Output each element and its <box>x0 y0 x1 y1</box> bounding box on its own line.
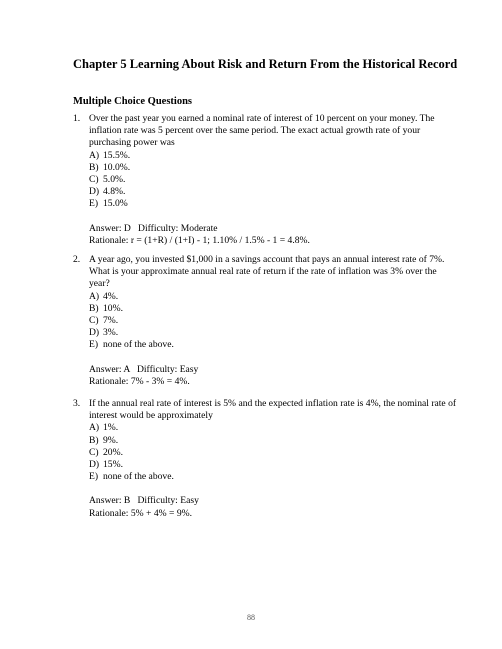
option-letter: C) <box>89 314 99 326</box>
option-b <box>89 162 459 174</box>
question-1 <box>73 113 459 247</box>
answer-options <box>89 291 459 352</box>
option-letter: C) <box>89 446 99 458</box>
option-letter: A) <box>89 149 100 161</box>
option-e <box>89 198 459 210</box>
option-a <box>89 291 459 303</box>
option-letter: D) <box>89 327 100 339</box>
option-letter: D) <box>89 186 100 198</box>
option-letter: E) <box>89 471 99 483</box>
option-text: 10%. <box>103 302 123 314</box>
answer-options <box>89 422 459 483</box>
question-number: 3. <box>73 398 81 409</box>
section-heading: Multiple Choice Questions <box>73 96 193 107</box>
question-stem: Over the past year you earned a nominal rate of interest of 10 percent on your money. The inflation rate was 5 percent over the same period. The exact actual growth rate of your purchasing power was <box>89 113 435 149</box>
option-b <box>89 303 459 315</box>
option-letter: E) <box>89 198 99 210</box>
question-stem: If the annual real rate of interest is 5% and the expected inflation rate is 4%, the nominal rate of interest would be approximately <box>89 398 457 422</box>
option-e <box>89 471 459 483</box>
option-text: 4.8%. <box>103 186 126 198</box>
answer-block <box>89 495 459 519</box>
option-c <box>89 174 459 186</box>
option-letter: B) <box>89 434 99 446</box>
option-text: 5.0%. <box>103 173 126 185</box>
option-text: 20%. <box>103 446 123 458</box>
option-letter: A) <box>89 290 100 302</box>
option-text: 10.0%. <box>103 161 131 173</box>
answer-block <box>89 223 459 247</box>
rationale: Rationale: 5% + 4% = 9%. <box>89 507 193 519</box>
rationale: Rationale: r = (1+R) / (1+I) - 1; 1.10% / 1.5% - 1 = 4.8%. <box>89 234 310 246</box>
question-2 <box>73 254 459 388</box>
option-letter: B) <box>89 302 99 314</box>
option-c <box>89 315 459 327</box>
option-text: 9%. <box>103 434 119 446</box>
option-c <box>89 447 459 459</box>
option-text: none of the above. <box>103 471 174 483</box>
option-letter: C) <box>89 173 99 185</box>
option-text: 15%. <box>103 458 123 470</box>
option-text: 15.5%. <box>103 149 131 161</box>
option-letter: B) <box>89 161 99 173</box>
option-text: none of the above. <box>103 339 174 351</box>
question-3 <box>73 398 459 520</box>
answer-block <box>89 364 459 388</box>
option-b <box>89 435 459 447</box>
option-d <box>89 459 459 471</box>
question-number: 1. <box>73 113 81 124</box>
answer-line: Answer: A Difficulty: Easy <box>89 363 199 375</box>
option-letter: A) <box>89 422 100 434</box>
chapter-title: Chapter 5 Learning About Risk and Return From the Historical Record <box>73 57 458 71</box>
option-d <box>89 327 459 339</box>
option-letter: E) <box>89 339 99 351</box>
answer-options <box>89 150 459 211</box>
option-d <box>89 186 459 198</box>
question-number: 2. <box>73 254 81 265</box>
question-stem: A year ago, you invested $1,000 in a savings account that pays an annual interest rate of 7%. What is your approximate annual real rate of return if the rate of inflation was 3% over the year? <box>89 254 445 290</box>
option-text: 4%. <box>103 290 119 302</box>
answer-line: Answer: D Difficulty: Moderate <box>89 222 218 234</box>
option-text: 15.0% <box>103 198 128 210</box>
rationale: Rationale: 7% - 3% = 4%. <box>89 375 190 387</box>
option-e <box>89 339 459 351</box>
option-text: 7%. <box>103 314 119 326</box>
option-a <box>89 150 459 162</box>
option-text: 3%. <box>103 327 119 339</box>
page-number: 88 <box>247 613 255 622</box>
option-a <box>89 422 459 434</box>
option-text: 1%. <box>103 422 119 434</box>
option-letter: D) <box>89 458 100 470</box>
answer-line: Answer: B Difficulty: Easy <box>89 495 199 507</box>
